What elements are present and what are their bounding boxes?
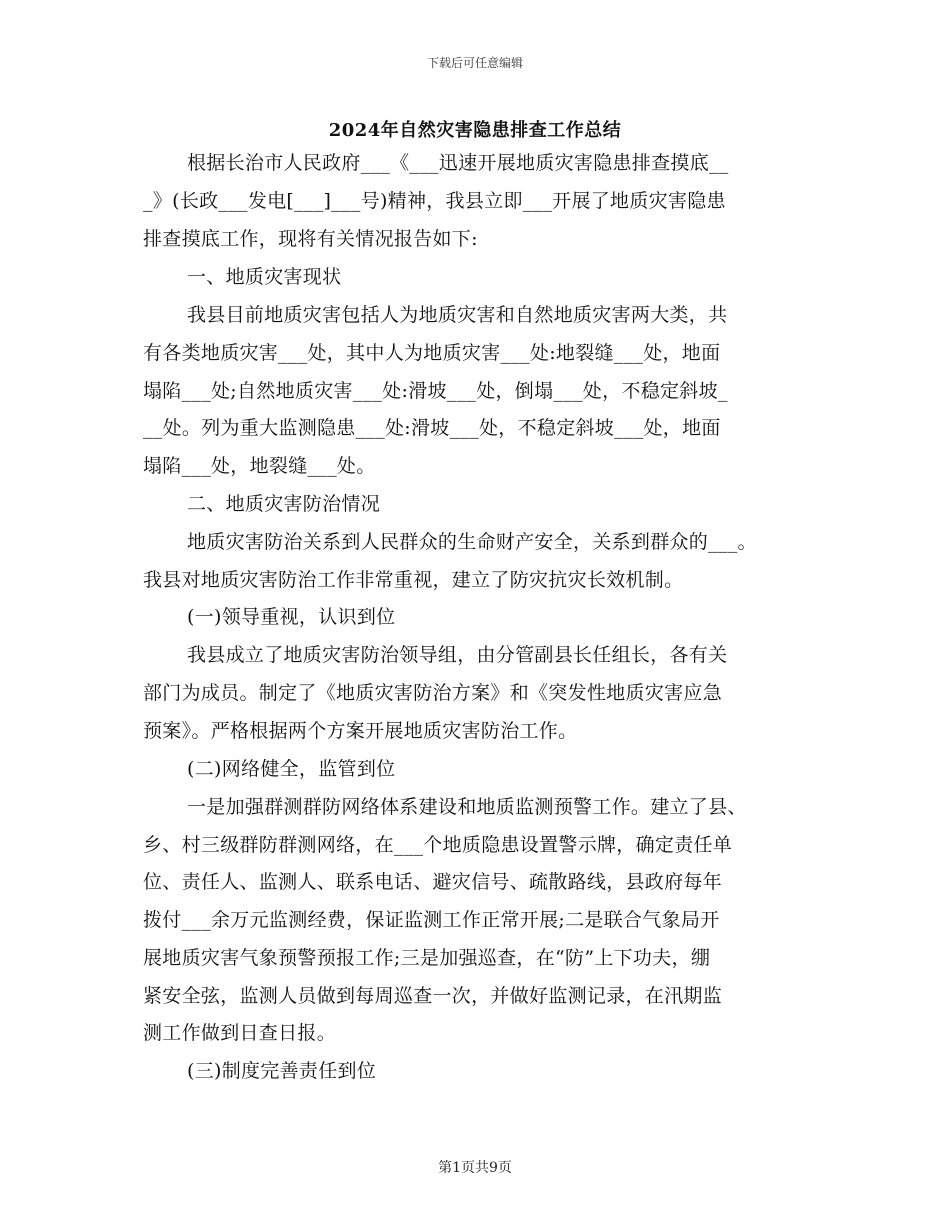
section-heading: 一、地质灾害现状 (187, 266, 342, 288)
body-line: 有各类地质灾害___处，其中人为地质灾害___处:地裂缝___处，地面 (143, 342, 721, 364)
body-line: 预案》。严格根据两个方案开展地质灾害防治工作。 (143, 720, 578, 742)
body-line: 排查摸底工作，现将有关情况报告如下: (143, 228, 478, 250)
body-line: 我县对地质灾害防治工作非常重视，建立了防灾抗灾长效机制。 (143, 569, 684, 591)
body-line: 地质灾害防治关系到人民群众的生命财产安全，关系到群众的___。 (187, 531, 757, 553)
body-line: 塌陷___处，地裂缝___处。 (143, 455, 376, 477)
body-line: 根据长治市人民政府___《___迅速开展地质灾害隐患排查摸底__ (187, 152, 729, 174)
document-title: 2024年自然灾害隐患排查工作总结 (328, 120, 622, 141)
page-footer: 第1页共9页 (438, 1160, 512, 1176)
section-heading: 二、地质灾害防治情况 (187, 493, 381, 515)
body-line: 我县目前地质灾害包括人为地质灾害和自然地质灾害两大类，共 (187, 304, 728, 326)
body-line: __处。列为重大监测隐患___处:滑坡___处，不稳定斜坡___处，地面 (143, 417, 721, 439)
body-line: 拨付___余万元监测经费，保证监测工作正常开展;二是联合气象局开 (143, 909, 720, 931)
body-line: 塌陷___处;自然地质灾害___处:滑坡___处，倒塌___处，不稳定斜坡_ (143, 380, 728, 402)
subsection-heading: (二)网络健全，监管到位 (187, 758, 396, 780)
body-line: 一是加强群测群防网络体系建设和地质监测预警工作。建立了县、 (187, 796, 747, 818)
header-note: 下载后可任意编辑 (426, 56, 523, 70)
body-line: 紧安全弦，监测人员做到每周巡查一次，并做好监测记录，在汛期监 (143, 985, 723, 1007)
body-line: 乡、村三级群防群测网络，在___个地质隐患设置警示牌，确定责任单 (143, 834, 733, 856)
body-line: 展地质灾害气象预警预报工作;三是加强巡查，在“防”上下功夫，绷 (143, 947, 711, 969)
subsection-heading: (三)制度完善责任到位 (187, 1060, 377, 1082)
body-line: 测工作做到日查日报。 (143, 1022, 337, 1044)
body-line: 位、责任人、监测人、联系电话、避灾信号、疏散路线，县政府每年 (143, 871, 723, 893)
subsection-heading: (一)领导重视，认识到位 (187, 606, 396, 628)
body-line: 我县成立了地质灾害防治领导组，由分管副县长任组长，各有关 (187, 644, 728, 666)
body-line: 部门为成员。制定了《地质灾害防治方案》和《突发性地质灾害应急 (143, 682, 723, 704)
body-line: _》(长政___发电[___]___号)精神，我县立即___开展了地质灾害隐患 (143, 190, 726, 212)
